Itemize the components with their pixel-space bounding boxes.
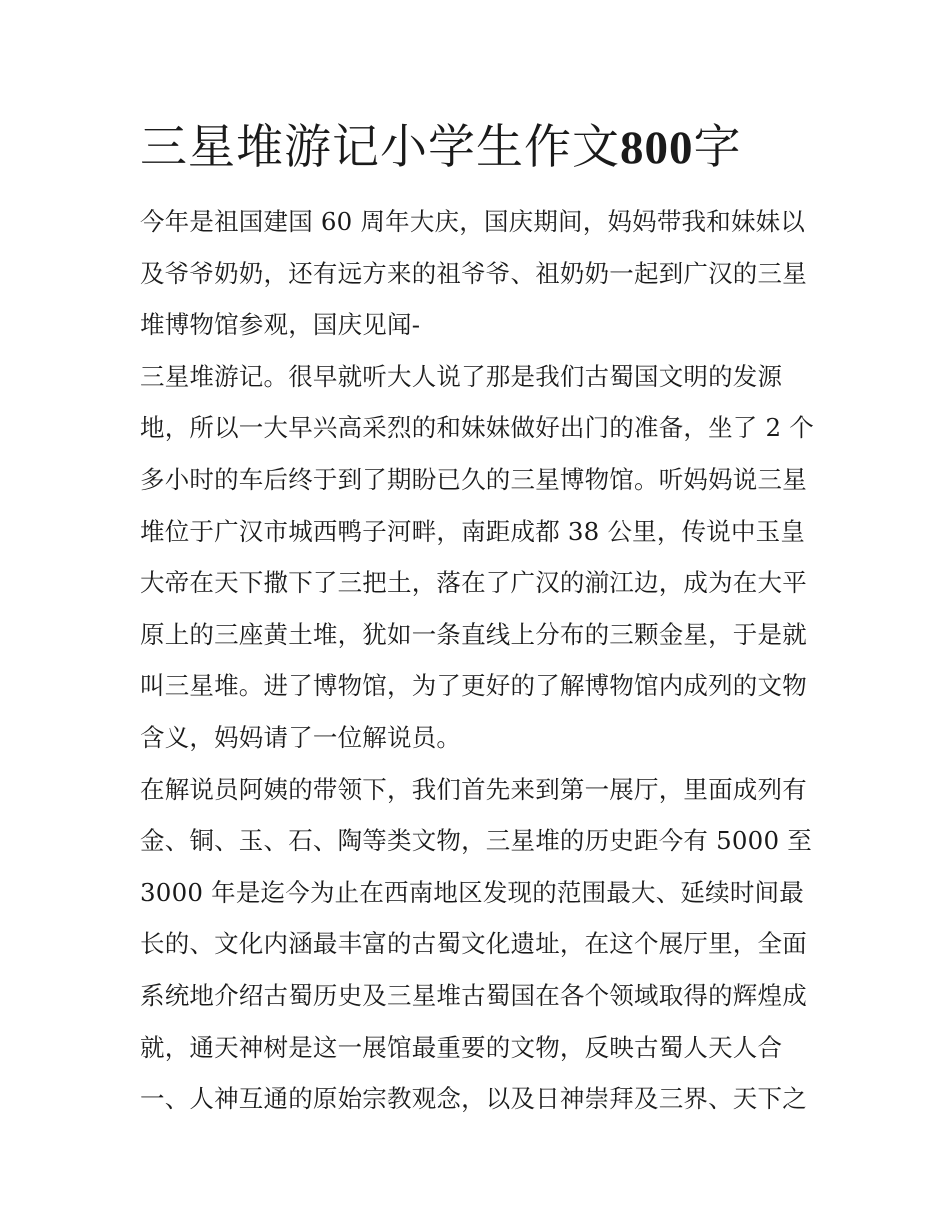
text-line: 金、铜、玉、石、陶等类文物，三星堆的历史距今有 5000 至: [140, 826, 812, 856]
text-line: 在解说员阿姨的带领下，我们首先来到第一展厅，里面成列有: [140, 774, 807, 804]
text-line: 大帝在天下撒下了三把土，落在了广汉的湔江边，成为在大平: [140, 568, 807, 598]
text-line: 三星堆游记。很早就听大人说了那是我们古蜀国文明的发源: [140, 361, 783, 391]
text-line: 长的、文化内涵最丰富的古蜀文化遗址，在这个展厅里，全面: [140, 929, 807, 959]
essay-body: [140, 196, 820, 1125]
text-line: 含义，妈妈请了一位解说员。: [140, 722, 462, 752]
text-line: 就，通天神树是这一展馆最重要的文物，反映古蜀人天人合: [140, 1032, 783, 1062]
text-line: 3000 年是迄今为止在西南地区发现的范围最大、延续时间最: [140, 877, 804, 907]
text-line: 原上的三座黄土堆，犹如一条直线上分布的三颗金星，于是就: [140, 619, 807, 649]
document-title: [140, 118, 840, 178]
text-line: 地，所以一大早兴高采烈的和妹妹做好出门的准备，坐了 2 个: [140, 413, 814, 443]
text-line: 及爷爷奶奶，还有远方来的祖爷爷、祖奶奶一起到广汉的三星: [140, 258, 807, 288]
text-line: 系统地介绍古蜀历史及三星堆古蜀国在各个领域取得的辉煌成: [140, 980, 807, 1010]
text-line: 叫三星堆。进了博物馆，为了更好的了解博物馆内成列的文物: [140, 671, 807, 701]
title-number: 800: [620, 122, 694, 174]
title-text: 三星堆游记小学生作文: [140, 120, 620, 175]
title-suffix: 字: [693, 120, 742, 175]
text-line: 多小时的车后终于到了期盼已久的三星博物馆。听妈妈说三星: [140, 464, 807, 494]
text-line: 今年是祖国建国 60 周年大庆，国庆期间，妈妈带我和妹妹以: [140, 207, 806, 236]
text-line: 堆博物馆参观，国庆见闻-: [140, 310, 421, 340]
text-line: 一、人神互通的原始宗教观念，以及日神崇拜及三界、天下之: [140, 1084, 807, 1114]
text-line: 堆位于广汉市城西鸭子河畔，南距成都 38 公里，传说中玉皇: [140, 516, 806, 546]
